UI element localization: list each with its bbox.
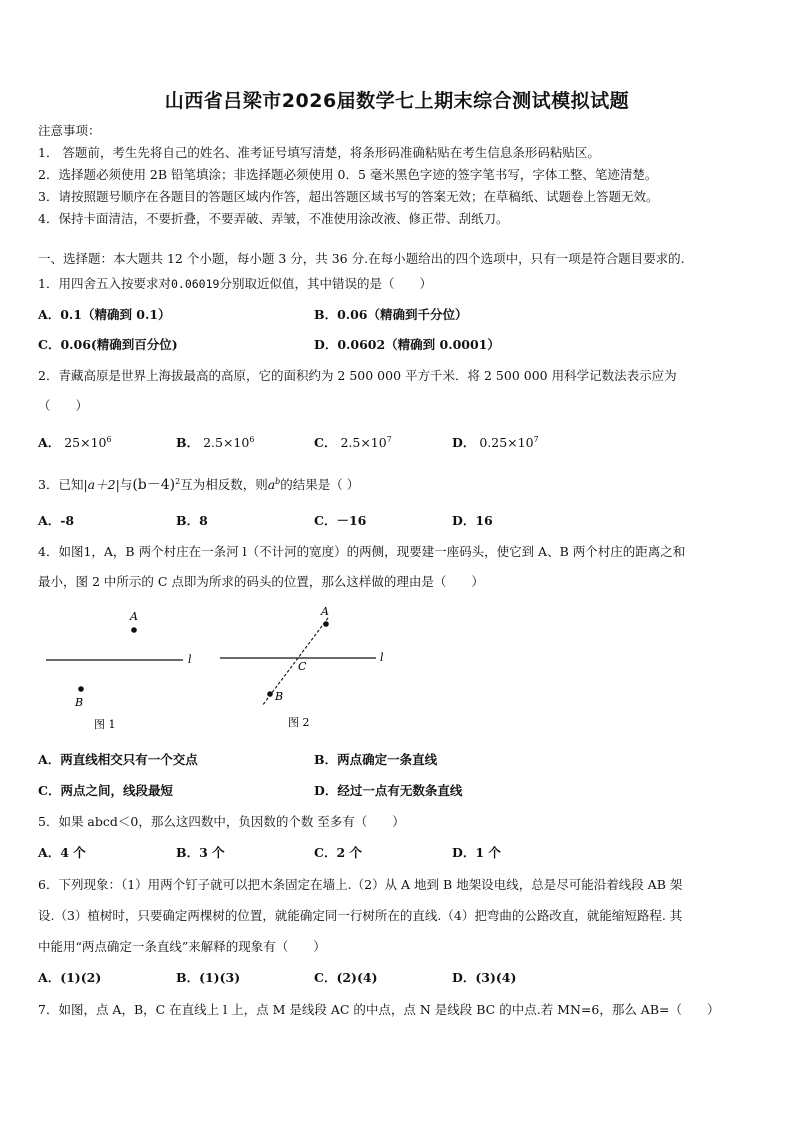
fig2-point-b — [267, 691, 273, 697]
fig2-label-l: l — [380, 651, 384, 664]
fig1-caption: 图 1 — [94, 718, 116, 731]
fig2-label-b: B — [275, 690, 284, 703]
question-5-stem: 5．如果 abcd＜0，那么这四数中，负因数的个数 至多有（ ） — [38, 814, 405, 829]
q4-option-c: C．两点之间，线段最短 — [38, 783, 173, 798]
q4-figures — [30, 598, 410, 738]
question-2-paren: （ ） — [38, 398, 89, 413]
fig2-label-a: A — [321, 605, 329, 618]
question-4-line-1: 4．如图1，A，B 两个村庄在一条河 l（不计河的宽度）的两侧，现要建一座码头，使它到 A、B 两个村庄的距离之和 — [38, 544, 686, 559]
q2-option-c: C． $2.5\times 10^7$ — [314, 434, 392, 450]
question-6-line-3: 中能用“两点确定一条直线”来解释的现象有（ ） — [38, 939, 326, 954]
q6-option-a: A．(1)(2) — [38, 970, 102, 985]
question-3-stem: 3．已知|a＋2|与$(b-4)^2$互为相反数，则$a^b$的结果是（ ） — [38, 476, 360, 493]
q2-option-b: B． $2.5\times 10^6$ — [176, 434, 255, 450]
notice-item-3: 3．请按照题号顺序在各题目的答题区域内作答，超出答题区域书写的答案无效；在草稿纸、试题卷上答题无效。 — [38, 189, 659, 204]
notice-item-4: 4．保持卡面清洁，不要折叠，不要弄破、弄皱，不准使用涂改液、修正带、刮纸刀。 — [38, 211, 509, 226]
q5-option-b: B．3 个 — [176, 845, 225, 860]
q2-option-d: D． $0.25\times 10^7$ — [452, 434, 539, 450]
q3-option-a: A．-8 — [38, 513, 75, 528]
fig1-label-l: l — [188, 653, 192, 666]
fig2-point-a — [323, 621, 329, 627]
fig1-label-b: B — [75, 696, 84, 709]
q3-option-c: C．－16 — [314, 513, 367, 528]
q1-option-c: C．0.06(精确到百分位) — [38, 337, 178, 352]
q3-option-b: B．8 — [176, 513, 208, 528]
notice-item-1: 1． 答题前，考生先将自己的姓名、准考证号填写清楚，将条形码准确粘贴在考生信息条形码粘贴区。 — [38, 145, 600, 160]
question-4-line-2: 最小，图 2 中所示的 C 点即为所求的码头的位置，那么这样做的理由是（ ） — [38, 574, 484, 589]
q4-option-d: D．经过一点有无数条直线 — [314, 783, 463, 798]
q6-option-c: C．(2)(4) — [314, 970, 378, 985]
question-6-line-2: 设.（3）植树时，只要确定两棵树的位置，就能确定同一行树所在的直线.（4）把弯曲的公路改直，就能缩短路程. 其 — [38, 908, 683, 923]
notice-heading: 注意事项： — [38, 123, 101, 138]
q4-option-b: B．两点确定一条直线 — [314, 752, 438, 767]
q4-option-a: A．两直线相交只有一个交点 — [38, 752, 198, 767]
q1-option-b: B．0.06（精确到千分位） — [314, 307, 468, 322]
figure-2 — [220, 605, 384, 729]
page-title: 山西省吕梁市2026届数学七上期末综合测试模拟试题 — [164, 90, 630, 112]
q1-number: 0.06019 — [170, 277, 220, 291]
q6-option-d: D．(3)(4) — [452, 970, 517, 985]
q5-option-a: A．4 个 — [38, 845, 86, 860]
fig1-label-a: A — [130, 610, 138, 623]
q2-option-a: A． $25\times 10^6$ — [38, 434, 112, 450]
figure-1 — [46, 610, 192, 731]
question-6-line-1: 6．下列现象：（1）用两个钉子就可以把木条固定在墙上.（2）从 A 地到 B 地架设电线，总是尽可能沿着线段 AB 架 — [38, 877, 683, 892]
q1-option-d: D．0.0602（精确到 0.0001） — [314, 337, 500, 352]
fig1-point-b — [78, 686, 84, 692]
q5-option-d: D．1 个 — [452, 845, 501, 860]
q6-option-b: B．(1)(3) — [176, 970, 241, 985]
q1-option-a: A．0.1（精确到 0.1） — [38, 307, 171, 322]
q3-option-d: D．16 — [452, 513, 493, 528]
question-7-stem: 7．如图，点 A，B，C 在直线上 l 上，点 M 是线段 AC 的中点，点 N 是线段 BC 的中点.若 MN=6，那么 AB=（ ） — [38, 1002, 720, 1017]
fig1-point-a — [131, 627, 137, 633]
fig2-label-c: C — [298, 660, 307, 673]
notice-item-2: 2．选择题必须使用 2B 铅笔填涂；非选择题必须使用 0．5 毫米黑色字迹的签字笔书写，字体工整、笔迹清楚。 — [38, 167, 658, 182]
fig2-caption: 图 2 — [288, 716, 310, 729]
q5-option-c: C．2 个 — [314, 845, 362, 860]
question-2-stem: 2．青藏高原是世界上海拔最高的高原，它的面积约为 2 500 000 平方千米．将 2 500 000 用科学记数法表示应为 — [38, 368, 677, 383]
question-1-stem: 1．用四舍五入按要求对0.06019分别取近似值，其中错误的是（ ） — [38, 276, 432, 291]
section-heading: 一、选择题：本大题共 12 个小题，每小题 3 分，共 36 分.在每小题给出的四个选项中，只有一项是符合题目要求的. — [38, 251, 685, 266]
